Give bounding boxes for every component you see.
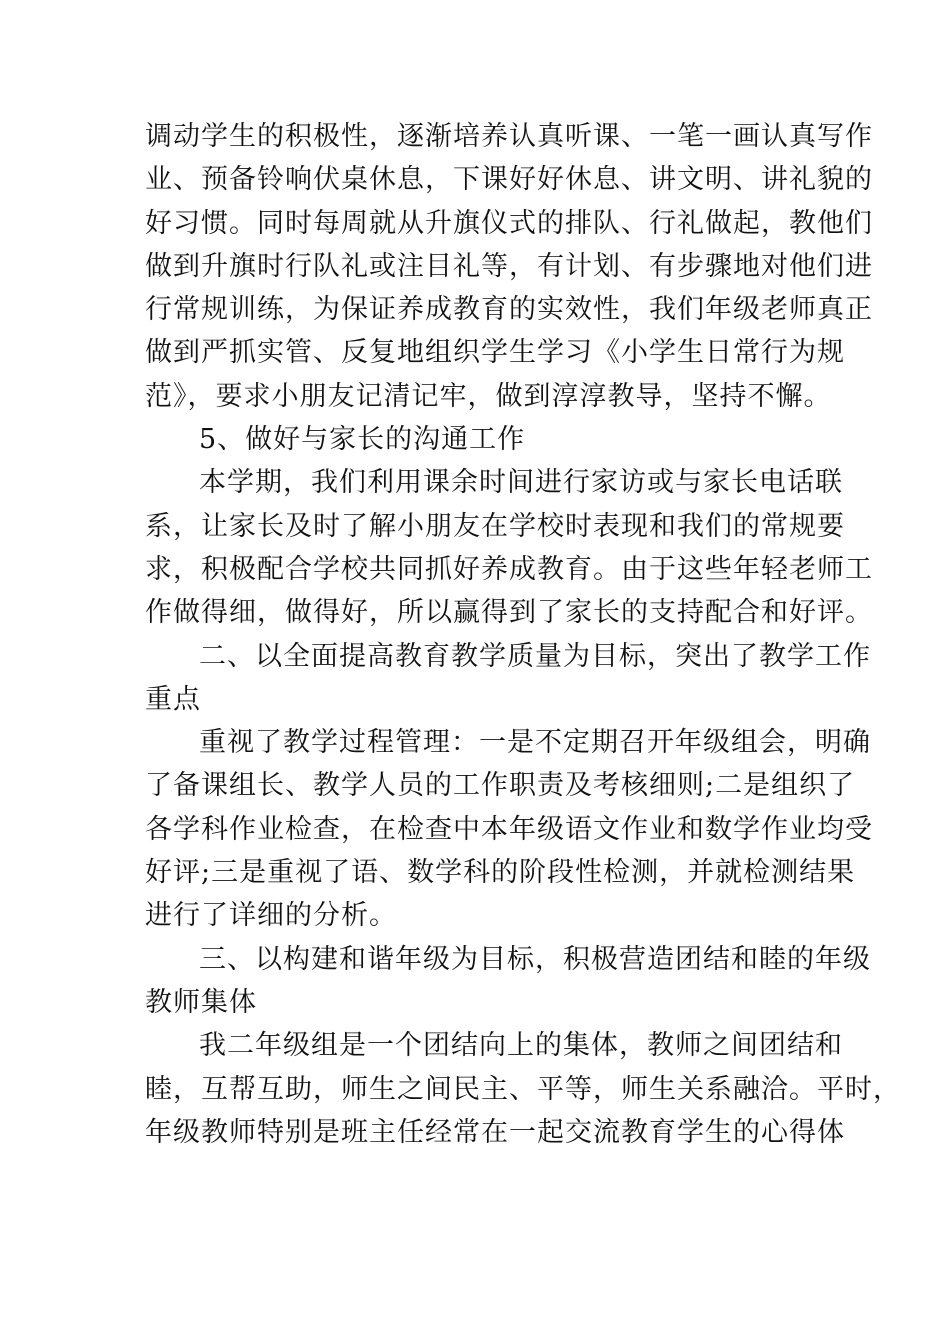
paragraph-start-parents: 本学期，我们利用课余时间进行家访或与家长电话联 <box>199 467 843 499</box>
section-heading-two-cont: 重点 <box>145 683 201 715</box>
text-line-11: 求，积极配合学校共同抓好养成教育。由于这些年轻老师工 <box>145 553 873 585</box>
section-heading-three: 三、以构建和谐年级为目标，积极营造团结和睦的年级 <box>199 943 871 975</box>
text-line-24: 年级教师特别是班主任经常在一起交流教育学生的心得体 <box>145 1116 845 1148</box>
text-line-3: 好习惯。同时每周就从升旗仪式的排队、行礼做起，教他们 <box>145 207 873 239</box>
section-heading-5: 5、做好与家长的沟通工作 <box>199 424 526 456</box>
paragraph-start-group: 我二年级组是一个团结向上的集体，教师之间团结和 <box>199 1030 843 1062</box>
text-line-23: 睦，互帮互助，师生之间民主、平等，师生关系融洽。平时， <box>145 1073 901 1105</box>
paragraph-start-teaching: 重视了教学过程管理：一是不定期召开年级组会，明确 <box>199 727 871 759</box>
section-heading-two: 二、以全面提高教育教学质量为目标，突出了教学工作 <box>199 640 871 672</box>
section-heading-three-cont: 教师集体 <box>145 986 257 1018</box>
text-line-7: 范》，要求小朋友记清记牢，做到淳淳教导，坚持不懈。 <box>145 380 832 412</box>
text-line-16: 了备课组长、教学人员的工作职责及考核细则;二是组织了 <box>145 770 856 802</box>
text-line-17: 各学科作业检查，在检查中本年级语文作业和数学作业均受 <box>145 813 873 845</box>
text-line-1: 调动学生的积极性，逐渐培养认真听课、一笔一画认真写作 <box>145 121 873 152</box>
text-line-19: 进行了详细的分析。 <box>145 900 397 932</box>
text-line-2: 业、预备铃响伏桌休息，下课好好休息、讲文明、讲礼貌的 <box>145 164 873 196</box>
text-line-18: 好评;三是重视了语、数学科的阶段性检测，并就检测结果 <box>145 857 856 889</box>
document-body <box>145 115 901 1154</box>
text-line-6: 做到严抓实管、反复地组织学生学习《小学生日常行为规 <box>145 337 845 369</box>
text-line-4: 做到升旗时行队礼或注目礼等，有计划、有步骤地对他们进 <box>145 250 873 282</box>
text-line-12: 作做得细，做得好，所以赢得到了家长的支持配合和好评。 <box>145 597 873 629</box>
text-line-10: 系，让家长及时了解小朋友在学校时表现和我们的常规要 <box>145 510 845 542</box>
text-line-5: 行常规训练，为保证养成教育的实效性，我们年级老师真正 <box>145 294 873 326</box>
